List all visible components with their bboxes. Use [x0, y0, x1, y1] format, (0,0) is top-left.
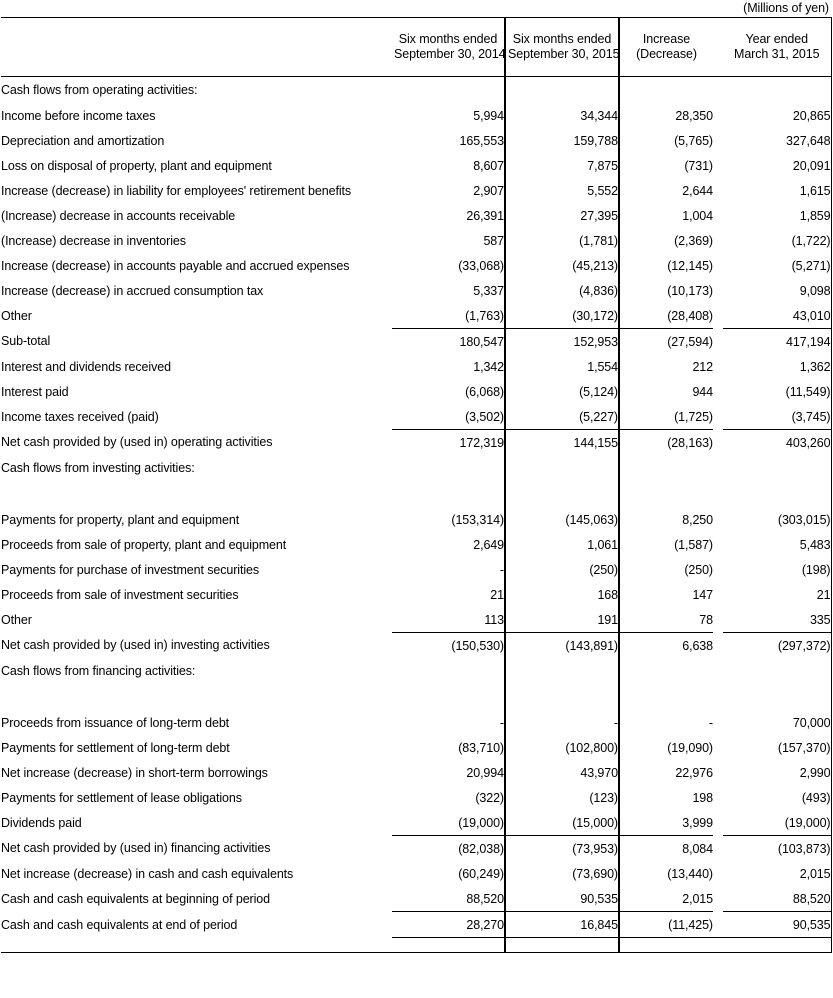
cell-2014: 8,607: [473, 158, 504, 173]
table-row: [1, 404, 831, 430]
cell-2014: 587: [483, 233, 504, 248]
table-row: [1, 532, 831, 557]
cell-2015: 159,788: [505, 128, 619, 153]
table-footer-row: [1, 938, 831, 953]
footer-column-gap: [713, 938, 723, 953]
row-label: Sub-total: [1, 334, 51, 349]
cell-2015: 144,155: [505, 430, 619, 456]
cell-fy2015: 9,098: [723, 278, 831, 303]
cell-2014: (150,530): [392, 633, 505, 659]
cell-fy2015: (493): [723, 785, 831, 810]
table-row: [1, 507, 831, 532]
cell-fy2015: [723, 455, 831, 481]
cell-change: [619, 658, 713, 684]
column-gap: [713, 128, 723, 153]
column-gap: [713, 532, 723, 557]
column-gap: [713, 861, 723, 886]
cell-2014: 5,337: [473, 283, 504, 298]
column-gap: [713, 912, 723, 938]
row-label: Interest and dividends received: [1, 359, 171, 374]
cell-2015: (1,781): [505, 228, 619, 253]
cell-2014: [392, 455, 505, 481]
header-col-change-line2: (Decrease): [636, 47, 697, 61]
column-gap: [713, 278, 723, 303]
cell-2014: 165,553: [459, 133, 504, 148]
table-row: [1, 253, 831, 278]
header-col-2015-line2: September 30, 2015: [508, 47, 620, 61]
cell-2014: (3,502): [465, 409, 504, 424]
table-row: [1, 430, 831, 456]
cell-2015: 7,875: [505, 153, 619, 178]
row-label: Increase (decrease) in accrued consumption tax: [1, 283, 264, 298]
table-row: [1, 128, 831, 153]
cell-2014: [392, 77, 505, 104]
cell-change: (28,163): [619, 430, 713, 456]
column-gap: [713, 507, 723, 532]
cell-2015: [505, 658, 619, 684]
cell-fy2015: 90,535: [723, 912, 831, 938]
row-label: [1, 684, 392, 710]
cell-2015: (30,172): [505, 303, 619, 329]
column-gap: [713, 760, 723, 785]
column-gap: [713, 582, 723, 607]
cell-2014: 26,391: [466, 208, 504, 223]
table-body: [1, 18, 831, 953]
cell-2015: (5,124): [505, 379, 619, 404]
column-gap: [713, 633, 723, 659]
cell-2014: [392, 684, 505, 710]
cell-change: 198: [619, 785, 713, 810]
table-row: [1, 633, 831, 659]
units-caption: (Millions of yen): [743, 1, 829, 15]
cell-2015: (45,213): [505, 253, 619, 278]
table-row: [1, 886, 831, 912]
cash-flow-table: [1, 17, 832, 953]
cell-fy2015: 335: [723, 607, 831, 633]
header-col-change: [619, 18, 713, 77]
cell-2014: (6,068): [465, 384, 504, 399]
row-label: Increase (decrease) in liability for employees' retirement benefits: [1, 183, 352, 198]
cell-change: (2,369): [619, 228, 713, 253]
cell-2015: 168: [505, 582, 619, 607]
cell-2014: 88,520: [466, 891, 504, 906]
header-col-2014-line2: September 30, 2014: [394, 47, 506, 61]
cell-2014: (322): [475, 790, 504, 805]
cell-change: (1,587): [619, 532, 713, 557]
column-gap: [713, 253, 723, 278]
cell-2014: 5,994: [473, 108, 504, 123]
table-row: [1, 557, 831, 582]
cell-2015: 191: [505, 607, 619, 633]
row-label: Payments for purchase of investment securities: [1, 562, 260, 577]
cell-2015: [505, 684, 619, 710]
table-row: [1, 329, 831, 355]
column-gap: [713, 379, 723, 404]
cell-2015: (143,891): [505, 633, 619, 659]
row-label: Loss on disposal of property, plant and equipment: [1, 158, 272, 173]
cell-change: 1,004: [619, 203, 713, 228]
cell-fy2015: 2,015: [723, 861, 831, 886]
cell-2014: 2,649: [473, 537, 504, 552]
column-gap: [713, 404, 723, 430]
footer-blank-1: [505, 938, 619, 953]
footer-blank-label: [1, 938, 392, 953]
table-row: [1, 153, 831, 178]
column-gap: [713, 103, 723, 128]
cell-fy2015: 1,362: [723, 354, 831, 379]
cell-2015: (250): [505, 557, 619, 582]
cell-change: [619, 455, 713, 481]
column-gap: [713, 228, 723, 253]
column-gap: [713, 354, 723, 379]
header-col-2014: [392, 18, 505, 77]
row-label: Cash flows from investing activities:: [1, 461, 195, 475]
cell-change: (12,145): [619, 253, 713, 278]
cell-2014: 172,319: [392, 430, 505, 456]
cell-fy2015: [723, 77, 831, 104]
cell-2015: (145,063): [505, 507, 619, 532]
column-gap: [713, 735, 723, 760]
cell-change: (5,765): [619, 128, 713, 153]
row-label: Net cash provided by (used in) operating activities: [1, 435, 273, 450]
column-gap: [713, 607, 723, 633]
cell-fy2015: 20,091: [723, 153, 831, 178]
cell-fy2015: (297,372): [723, 633, 831, 659]
column-gap: [713, 303, 723, 329]
cell-2014: (1,763): [465, 308, 504, 323]
table-row: [1, 785, 831, 810]
cell-2014: (19,000): [458, 815, 504, 830]
cell-2014: (153,314): [451, 512, 504, 527]
cell-2014: (82,038): [392, 836, 505, 862]
cell-change: 2,644: [619, 178, 713, 203]
cell-change: [619, 481, 713, 507]
row-label: Net increase (decrease) in short-term borrowings: [1, 765, 268, 780]
column-gap: [713, 810, 723, 836]
column-gap: [713, 203, 723, 228]
table-row: [1, 861, 831, 886]
column-gap: [713, 886, 723, 912]
cell-change: (250): [619, 557, 713, 582]
cell-change: [619, 684, 713, 710]
cell-fy2015: (103,873): [723, 836, 831, 862]
cell-change: 22,976: [619, 760, 713, 785]
cell-fy2015: 403,260: [723, 430, 831, 456]
cell-2014: (60,249): [458, 866, 504, 881]
row-label: Payments for settlement of long-term debt: [1, 740, 230, 755]
header-col-fy2015: [723, 18, 831, 77]
cell-2014: (33,068): [458, 258, 504, 273]
cell-change: 2,015: [619, 886, 713, 912]
cell-fy2015: 327,648: [723, 128, 831, 153]
cell-change: (10,173): [619, 278, 713, 303]
row-label: Other: [1, 612, 32, 627]
row-label: Proceeds from sale of investment securities: [1, 587, 239, 602]
cell-change: 147: [619, 582, 713, 607]
table-row: [1, 684, 831, 710]
table-row: [1, 228, 831, 253]
cell-2015: 90,535: [505, 886, 619, 912]
cell-2015: (4,836): [505, 278, 619, 303]
cell-change: (27,594): [619, 329, 713, 355]
row-label: Net cash provided by (used in) investing activities: [1, 638, 270, 653]
cell-fy2015: (3,745): [723, 404, 831, 430]
cell-fy2015: 1,615: [723, 178, 831, 203]
cell-change: 3,999: [619, 810, 713, 836]
cell-change: -: [619, 710, 713, 735]
cell-2014: [392, 481, 505, 507]
cell-2015: -: [505, 710, 619, 735]
row-label: (Increase) decrease in inventories: [1, 233, 186, 248]
row-label: Income taxes received (paid): [1, 409, 159, 424]
cell-2015: (73,953): [505, 836, 619, 862]
cell-fy2015: 417,194: [723, 329, 831, 355]
cell-2015: (123): [505, 785, 619, 810]
column-gap: [713, 178, 723, 203]
column-gap: [713, 684, 723, 710]
row-label: Proceeds from sale of property, plant and equipment: [1, 537, 287, 552]
cell-change: (731): [619, 153, 713, 178]
cell-2014: 20,994: [466, 765, 504, 780]
table-row: [1, 103, 831, 128]
cell-2014: 113: [484, 612, 504, 627]
cell-fy2015: (303,015): [723, 507, 831, 532]
cell-2015: 16,845: [505, 912, 619, 938]
cell-fy2015: (198): [723, 557, 831, 582]
table-row: [1, 203, 831, 228]
table-row: [1, 760, 831, 785]
column-gap: [713, 430, 723, 456]
cell-2015: 152,953: [505, 329, 619, 355]
footer-blank-3: [723, 938, 831, 953]
cell-fy2015: 20,865: [723, 103, 831, 128]
header-col-2015: [505, 18, 619, 77]
table-row: [1, 912, 831, 938]
cell-2014: [392, 658, 505, 684]
row-label: Increase (decrease) in accounts payable and accrued expenses: [1, 258, 350, 273]
column-gap: [713, 329, 723, 355]
row-label: Net increase (decrease) in cash and cash equivalents: [1, 866, 294, 881]
row-label: Net cash provided by (used in) financing activities: [1, 841, 271, 856]
cell-change: (28,408): [619, 303, 713, 329]
column-gap: [713, 710, 723, 735]
column-gap: [713, 658, 723, 684]
cell-2015: [505, 455, 619, 481]
column-gap: [713, 836, 723, 862]
cell-fy2015: (157,370): [723, 735, 831, 760]
cell-change: (13,440): [619, 861, 713, 886]
cell-fy2015: 5,483: [723, 532, 831, 557]
cell-change: 8,250: [619, 507, 713, 532]
cell-fy2015: 43,010: [723, 303, 831, 329]
row-label: Payments for property, plant and equipment: [1, 512, 240, 527]
footer-blank-0: [392, 938, 505, 953]
cell-fy2015: [723, 481, 831, 507]
column-gap: [713, 785, 723, 810]
cell-fy2015: (1,722): [723, 228, 831, 253]
row-label: Proceeds from issuance of long-term debt: [1, 715, 230, 730]
cell-change: [619, 77, 713, 104]
cell-fy2015: 2,990: [723, 760, 831, 785]
cell-2014: 1,342: [473, 359, 504, 374]
row-label: Cash flows from operating activities:: [1, 83, 198, 97]
cell-fy2015: (11,549): [723, 379, 831, 404]
cell-2015: 5,552: [505, 178, 619, 203]
table-header-row: [1, 18, 831, 77]
cell-change: (1,725): [619, 404, 713, 430]
cell-fy2015: (5,271): [723, 253, 831, 278]
row-label: Other: [1, 308, 32, 323]
cell-2015: 1,554: [505, 354, 619, 379]
row-label: (Increase) decrease in accounts receivable: [1, 208, 236, 223]
cell-2015: (15,000): [505, 810, 619, 836]
cell-fy2015: 21: [723, 582, 831, 607]
table-row: [1, 303, 831, 329]
row-label: Cash and cash equivalents at beginning of period: [1, 891, 271, 906]
cell-2015: (102,800): [505, 735, 619, 760]
column-gap: [713, 153, 723, 178]
cell-2015: 1,061: [505, 532, 619, 557]
table-row: [1, 77, 831, 104]
table-row: [1, 455, 831, 481]
cell-2015: 43,970: [505, 760, 619, 785]
cell-fy2015: 88,520: [723, 886, 831, 912]
cell-2015: [505, 77, 619, 104]
row-label: Depreciation and amortization: [1, 133, 165, 148]
table-row: [1, 836, 831, 862]
header-col-fy2015-line1: Year ended: [745, 32, 808, 46]
cell-2014: -: [499, 562, 504, 577]
row-label: Income before income taxes: [1, 108, 156, 123]
cell-fy2015: (19,000): [723, 810, 831, 836]
cell-change: 6,638: [619, 633, 713, 659]
column-gap: [713, 455, 723, 481]
row-label: [1, 481, 392, 507]
cell-2014: (83,710): [458, 740, 504, 755]
header-gap-cell: [713, 18, 723, 77]
header-blank-cell: [1, 18, 392, 77]
table-row: [1, 658, 831, 684]
cell-fy2015: [723, 684, 831, 710]
cell-change: (11,425): [619, 912, 713, 938]
cell-change: (19,090): [619, 735, 713, 760]
cell-2015: [505, 481, 619, 507]
cell-change: 8,084: [619, 836, 713, 862]
cell-2014: 21: [490, 587, 504, 602]
column-gap: [713, 77, 723, 104]
header-col-2015-line1: Six months ended: [512, 32, 612, 46]
cell-2015: 34,344: [505, 103, 619, 128]
cell-fy2015: 70,000: [723, 710, 831, 735]
cell-change: 212: [619, 354, 713, 379]
cell-change: 78: [619, 607, 713, 633]
table-row: [1, 178, 831, 203]
cell-2014: 28,270: [392, 912, 505, 938]
table-row: [1, 810, 831, 836]
cell-2014: 180,547: [392, 329, 505, 355]
table-row: [1, 607, 831, 633]
footer-blank-2: [619, 938, 713, 953]
header-col-fy2015-line2: March 31, 2015: [734, 47, 820, 61]
cell-fy2015: 1,859: [723, 203, 831, 228]
table-row: [1, 354, 831, 379]
cell-2015: (5,227): [505, 404, 619, 430]
row-label: Payments for settlement of lease obligations: [1, 790, 242, 805]
row-label: Cash flows from financing activities:: [1, 664, 196, 678]
header-col-2014-line1: Six months ended: [398, 32, 498, 46]
table-row: [1, 582, 831, 607]
cell-change: 28,350: [619, 103, 713, 128]
table-row: [1, 379, 831, 404]
column-gap: [713, 481, 723, 507]
row-label: Cash and cash equivalents at end of period: [1, 917, 238, 932]
cell-2014: -: [499, 715, 504, 730]
cell-2015: 27,395: [505, 203, 619, 228]
table-row: [1, 735, 831, 760]
row-label: Dividends paid: [1, 815, 82, 830]
header-col-change-line1: Increase: [642, 32, 691, 46]
row-label: Interest paid: [1, 384, 69, 399]
table-row: [1, 481, 831, 507]
cell-fy2015: [723, 658, 831, 684]
column-gap: [713, 557, 723, 582]
table-row: [1, 278, 831, 303]
table-row: [1, 710, 831, 735]
cell-2014: 2,907: [473, 183, 504, 198]
cell-2015: (73,690): [505, 861, 619, 886]
cell-change: 944: [619, 379, 713, 404]
